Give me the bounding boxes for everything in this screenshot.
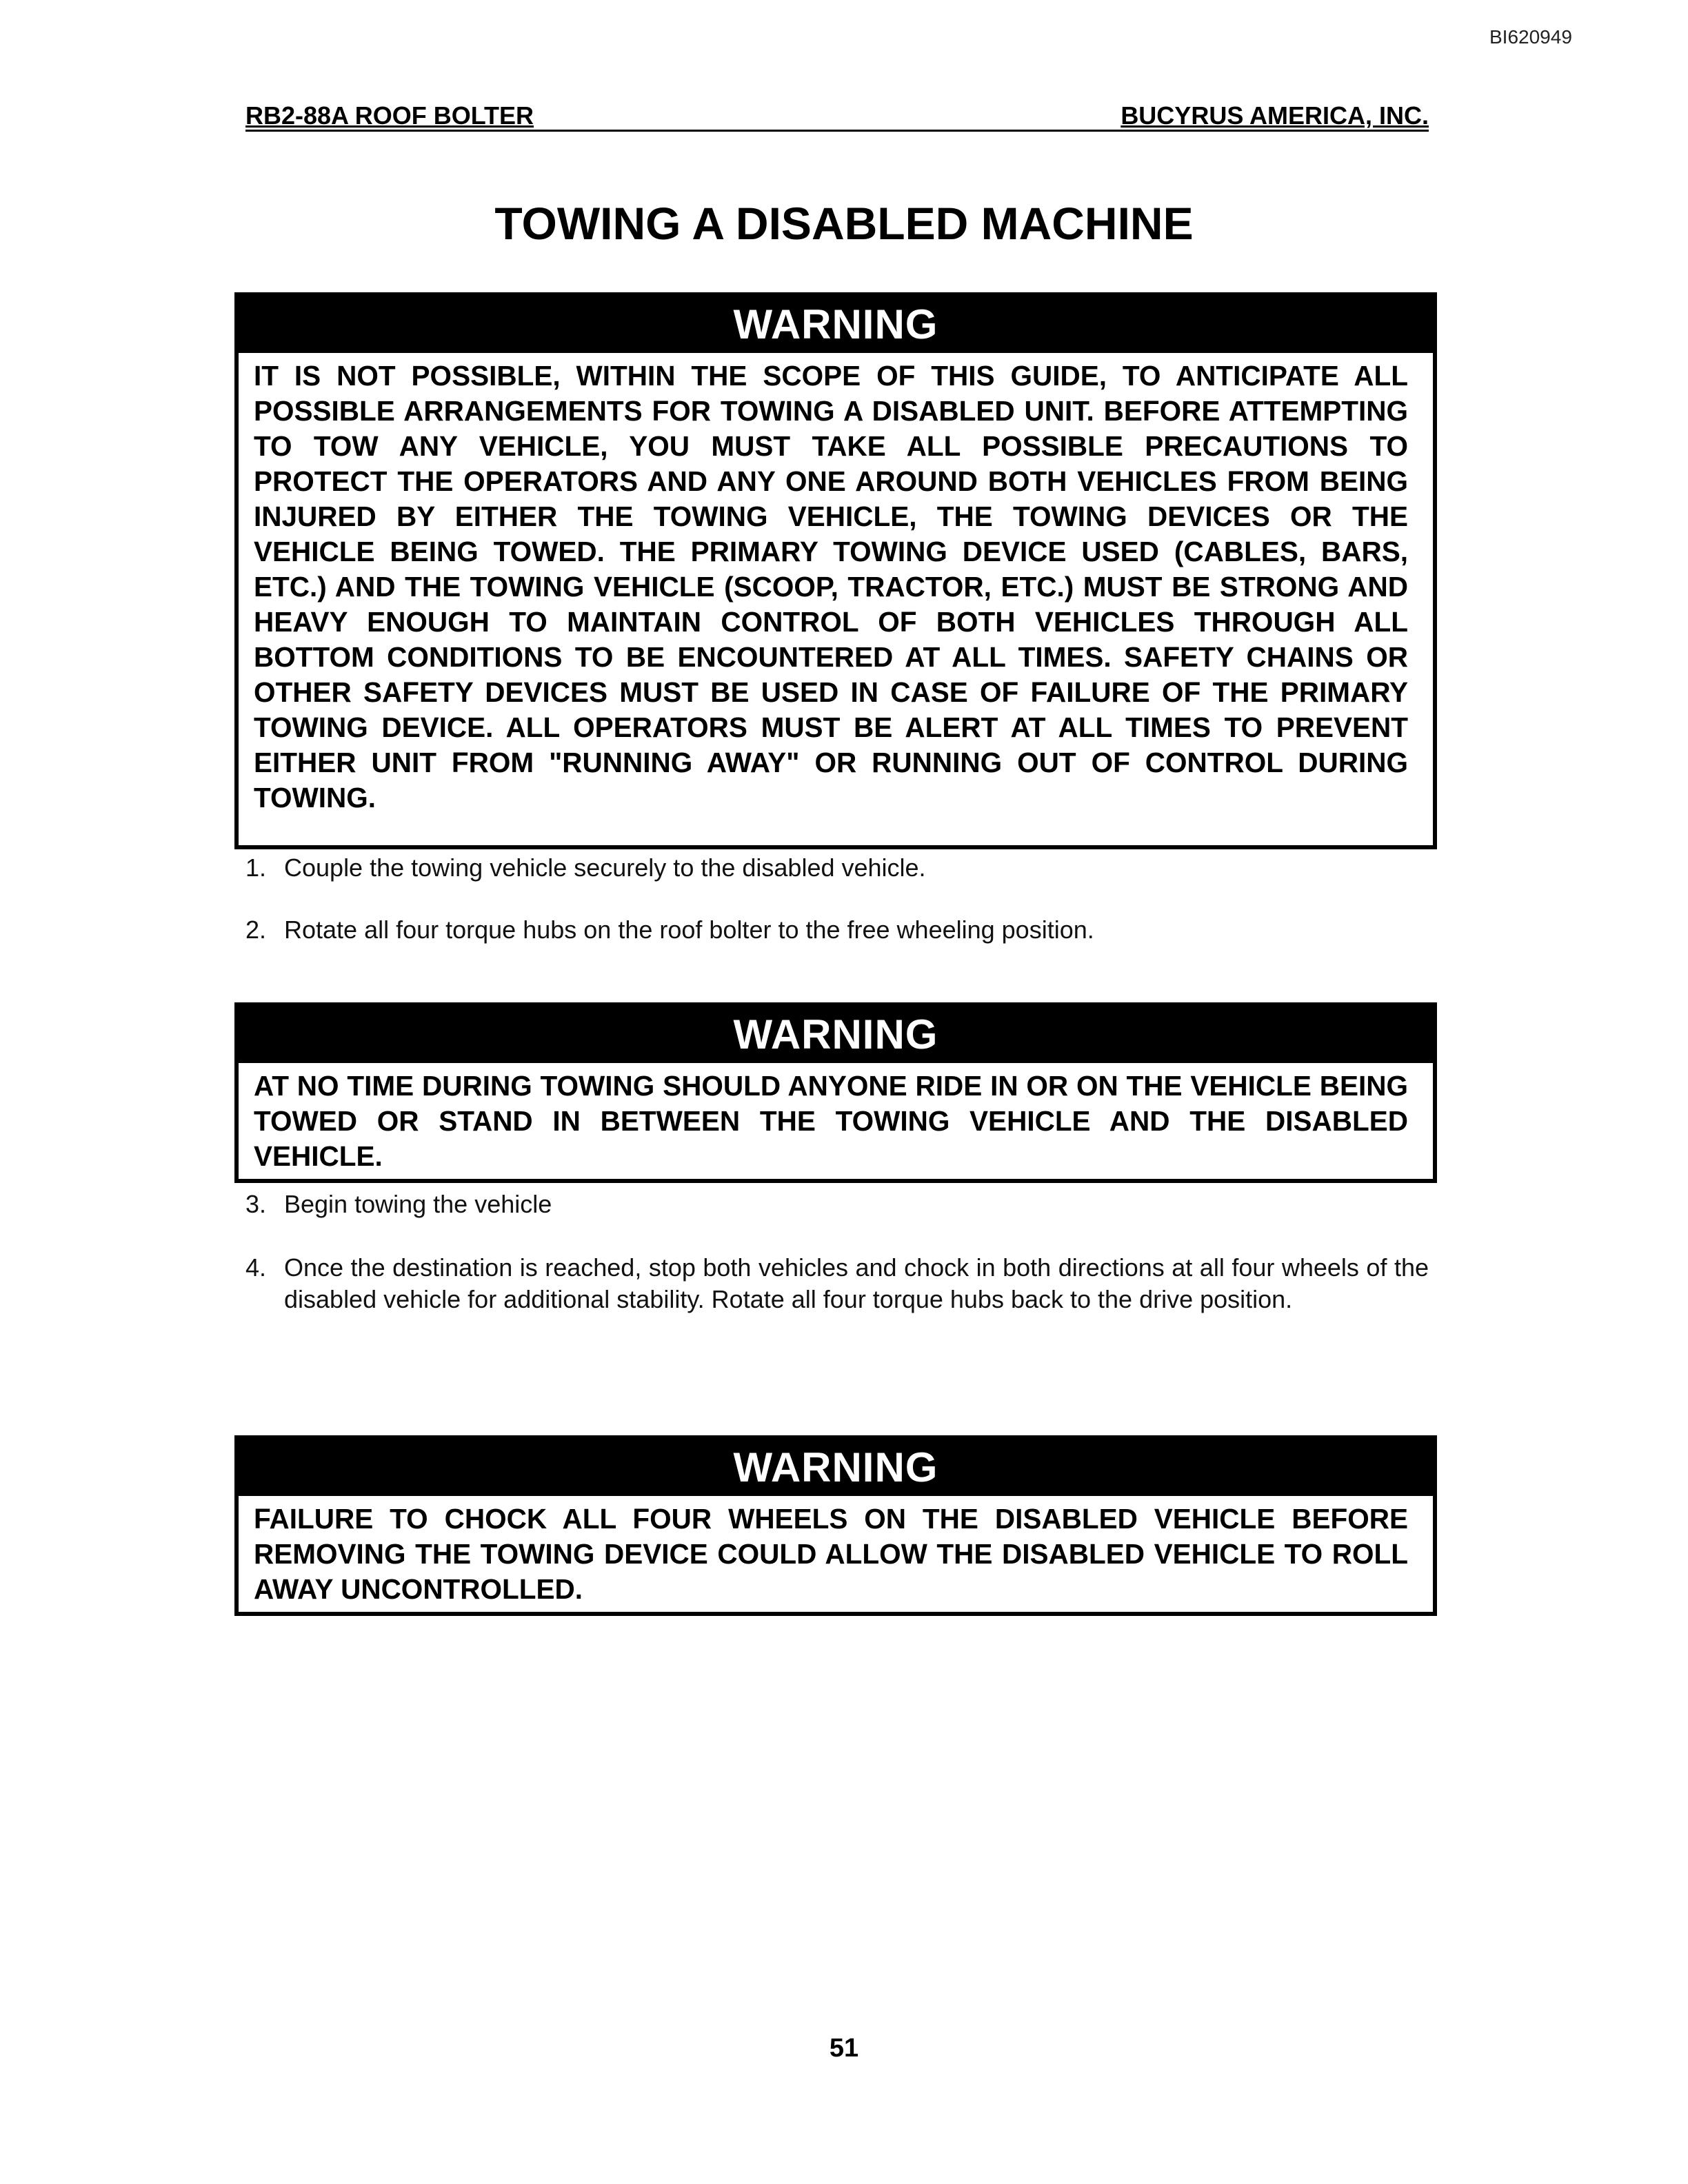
step-number: 1. <box>245 853 267 882</box>
step-text: Couple the towing vehicle securely to the disabled vehicle. <box>284 853 926 882</box>
document-id: BI620949 <box>1489 26 1572 48</box>
page-title: TOWING A DISABLED MACHINE <box>494 198 1194 249</box>
warning-text: FAILURE TO CHOCK ALL FOUR WHEELS ON THE DISABLED VEHICLE BEFORE REMOVING THE TOWING DEVICE COULD ALLOW THE DISABLED VEHICLE TO ROLL AWAY UNCONTROLLED. <box>254 1503 1408 1605</box>
header-product-name: RB2-88A ROOF BOLTER <box>245 101 534 130</box>
warning-heading: WARNING <box>239 1007 1433 1063</box>
step-number: 2. <box>245 916 267 944</box>
step-text: Once the destination is reached, stop both vehicles and chock in both directions at all four wheels of the disabled vehicle for additional stability. Rotate all four torque hubs back to the drive position. <box>284 1253 1429 1313</box>
step-number: 4. <box>245 1253 267 1282</box>
warning-box-general-towing <box>234 292 1437 849</box>
header-company-name: BUCYRUS AMERICA, INC. <box>1121 101 1429 130</box>
list-item-step-3 <box>245 1189 1429 1220</box>
page-header <box>245 99 1429 132</box>
page-number: 51 <box>829 2034 859 2063</box>
list-item-step-1 <box>245 852 1429 884</box>
warning-heading: WARNING <box>239 296 1433 353</box>
step-number: 3. <box>245 1190 267 1218</box>
warning-box-no-riding <box>234 1002 1437 1183</box>
warning-box-chock-wheels <box>234 1435 1437 1616</box>
step-text: Begin towing the vehicle <box>284 1190 552 1218</box>
warning-heading: WARNING <box>239 1439 1433 1496</box>
warning-text: IT IS NOT POSSIBLE, WITHIN THE SCOPE OF THIS GUIDE, TO ANTICIPATE ALL POSSIBLE ARRANGEMENTS FOR TOWING A DISABLED UNIT. BEFORE ATTEMPTING TO TOW ANY VEHICLE, YOU MUST TAKE ALL POSSIBLE PRECAUTIONS TO PROTECT THE OPERATORS AND ANY ONE AROUND BOTH VEHICLES FROM BEING INJURED BY EITHER THE TOWING VEHICLE, THE TOWING DEVICES OR THE VEHICLE BEING TOWED. THE PRIMARY TOWING DEVICE USED (CABLES, BARS, ETC.) AND THE TOWING VEHICLE (SCOOP, TRACTOR, ETC.) MUST BE STRONG AND HEAVY ENOUGH TO MAINTAIN CONTROL OF BOTH VEHICLES THROUGH ALL BOTTOM CONDITIONS TO BE ENCOUNTERED AT ALL TIMES. SAFETY CHAINS OR OTHER SAFETY DEVICES MUST BE USED IN CASE OF FAILURE OF THE PRIMARY TOWING DEVICE. ALL OPERATORS MUST BE ALERT AT ALL TIMES TO PREVENT EITHER UNIT FROM "RUNNING AWAY" OR RUNNING OUT OF CONTROL DURING TOWING. <box>254 360 1408 813</box>
list-item-step-2 <box>245 914 1429 946</box>
step-text: Rotate all four torque hubs on the roof bolter to the free wheeling position. <box>284 916 1094 944</box>
warning-text: AT NO TIME DURING TOWING SHOULD ANYONE RIDE IN OR ON THE VEHICLE BEING TOWED OR STAND IN BETWEEN THE TOWING VEHICLE AND THE DISABLED VEHICLE. <box>254 1070 1408 1172</box>
list-item-step-4 <box>245 1252 1429 1315</box>
